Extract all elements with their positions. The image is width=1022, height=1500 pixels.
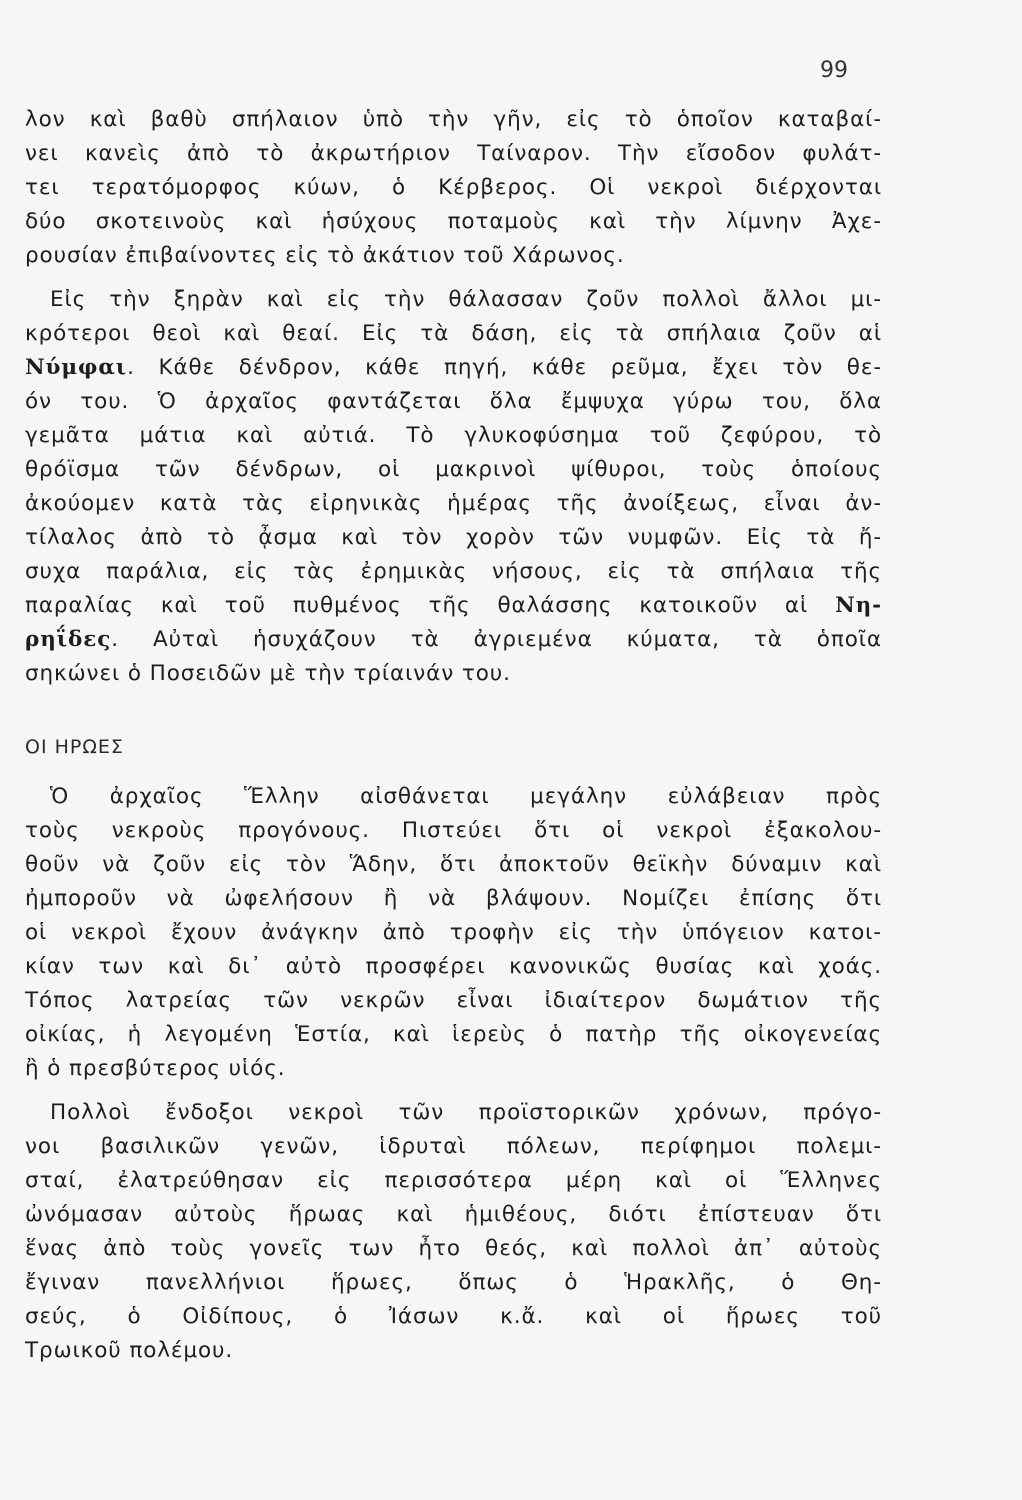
text-line: όν του. Ὁ ἀρχαῖος φαντάζεται ὅλα ἔμψυχα γύρω του, ὅλα [25,389,882,414]
text-line: σεύς, ὁ Οἰδίπους, ὁ Ἰάσων κ.ἄ. καὶ οἱ ἥρωες τοῦ [25,1304,882,1329]
text-line: ἀκούομεν κατὰ τὰς εἰρηνικὰς ἡμέρας τῆς ἀνοίξεως, εἶναι ἀν- [25,491,882,516]
text-line-nereids [25,589,882,623]
text-line: ἕνας ἀπὸ τοὺς γονεῖς των ἦτο θεός, καὶ πολλοὶ ἀπ᾿ αὐτοὺς [25,1236,882,1261]
text-line: ἔγιναν πανελλήνιοι ἥρωες, ὅπως ὁ Ἡρακλῆς, ὁ Θη- [25,1270,882,1295]
page-number: 99 [820,58,848,83]
section-heading-heroes: ΟΙ ΗΡΩΕΣ [25,736,124,758]
text-line: ὠνόμασαν αὐτοὺς ἥρωας καὶ ἡμιθέους, διότι ἐπίστευαν ὅτι [25,1202,882,1227]
text-line-rest: . Αὐταὶ ἡσυχάζουν τὰ ἀγριεμένα κύματα, τὰ ὁποῖα [111,627,882,652]
text-line: κίαν των καὶ δι᾿ αὐτὸ προσφέρει κανονικῶς θυσίας καὶ χοάς. [25,954,882,979]
emphasis-nereids-a: Νη- [835,593,882,618]
text-line: δύο σκοτεινοὺς καὶ ἡσύχους ποταμοὺς καὶ τὴν λίμνην Ἀχε- [25,209,882,234]
text-line-rest: . Κάθε δένδρον, κάθε πηγή, κάθε ρεῦμα, ἔχει τὸν θε- [127,355,882,380]
text-line-nereids-cont [25,623,882,657]
text-line: οἱ νεκροὶ ἔχουν ἀνάγκην ἀπὸ τροφὴν εἰς τὴν ὑπόγειον κατοι- [25,920,882,945]
text-line: Ὁ ἀρχαῖος Ἕλλην αἰσθάνεται μεγάλην εὐλάβειαν πρὸς [50,784,882,809]
text-line: τίλαλος ἀπὸ τὸ ᾆσμα καὶ τὸν χορὸν τῶν νυμφῶν. Εἰς τὰ ἤ- [25,525,882,550]
text-line: θοῦν νὰ ζοῦν εἰς τὸν Ἅδην, ὅτι ἀποκτοῦν θεϊκὴν δύναμιν καὶ [25,852,882,877]
text-line: θρόϊσμα τῶν δένδρων, οἱ μακρινοὶ ψίθυροι, τοὺς ὁποίους [25,457,882,482]
text-line: Εἰς τὴν ξηρὰν καὶ εἰς τὴν θάλασσαν ζοῦν πολλοὶ ἄλλοι μι- [50,287,882,312]
text-line: νει κανεὶς ἀπὸ τὸ ἀκρωτήριον Ταίναρον. Τὴν εἴσοδον φυλάτ- [25,141,882,166]
text-line: γεμᾶτα μάτια καὶ αὐτιά. Τὸ γλυκοφύσημα τοῦ ζεφύρου, τὸ [25,423,882,448]
text-line: κρότεροι θεοὶ καὶ θεαί. Εἰς τὰ δάση, εἰς τὰ σπήλαια ζοῦν αἱ [25,321,882,346]
text-line: λον καὶ βαθὺ σπήλαιον ὑπὸ τὴν γῆν, εἰς τὸ ὁποῖον καταβαί- [25,107,882,132]
emphasis-nereids-b: ρηΐδες [25,627,112,652]
emphasis-nymphs: Νύμφαι [25,355,128,380]
text-line-lead: παραλίας καὶ τοῦ πυθμένος τῆς θαλάσσης κατοικοῦν αἱ [25,593,836,618]
text-line: οἰκίας, ἡ λεγομένη Ἑστία, καὶ ἱερεὺς ὁ πατὴρ τῆς οἰκογενείας [25,1022,882,1047]
text-line: τοὺς νεκροὺς προγόνους. Πιστεύει ὅτι οἱ νεκροὶ ἐξακολου- [25,818,882,843]
text-line: νοι βασιλικῶν γενῶν, ἱδρυταὶ πόλεων, περίφημοι πολεμι- [25,1134,882,1159]
text-line: σταί, ἐλατρεύθησαν εἰς περισσότερα μέρη καὶ οἱ Ἕλληνες [25,1168,882,1193]
text-line-nymphs [25,351,882,385]
text-line: ρουσίαν ἐπιβαίνοντες εἰς τὸ ἀκάτιον τοῦ Χάρωνος. [25,243,625,268]
text-line: Πολλοὶ ἔνδοξοι νεκροὶ τῶν προϊστορικῶν χρόνων, πρόγο- [50,1100,882,1125]
text-line: σηκώνει ὁ Ποσειδῶν μὲ τὴν τρίαινάν του. [25,661,511,686]
text-line: Τρωικοῦ πολέμου. [25,1338,234,1363]
text-line: ἠμποροῦν νὰ ὠφελήσουν ἢ νὰ βλάψουν. Νομίζει ἐπίσης ὅτι [25,886,882,911]
text-line: συχα παράλια, εἰς τὰς ἐρημικὰς νήσους, εἰς τὰ σπήλαια τῆς [25,559,882,584]
text-line: ἢ ὁ πρεσβύτερος υἱός. [25,1056,286,1081]
text-line: Τόπος λατρείας τῶν νεκρῶν εἶναι ἰδιαίτερον δωμάτιον τῆς [25,988,882,1013]
text-line: τει τερατόμορφος κύων, ὁ Κέρβερος. Οἱ νεκροὶ διέρχονται [25,175,882,200]
